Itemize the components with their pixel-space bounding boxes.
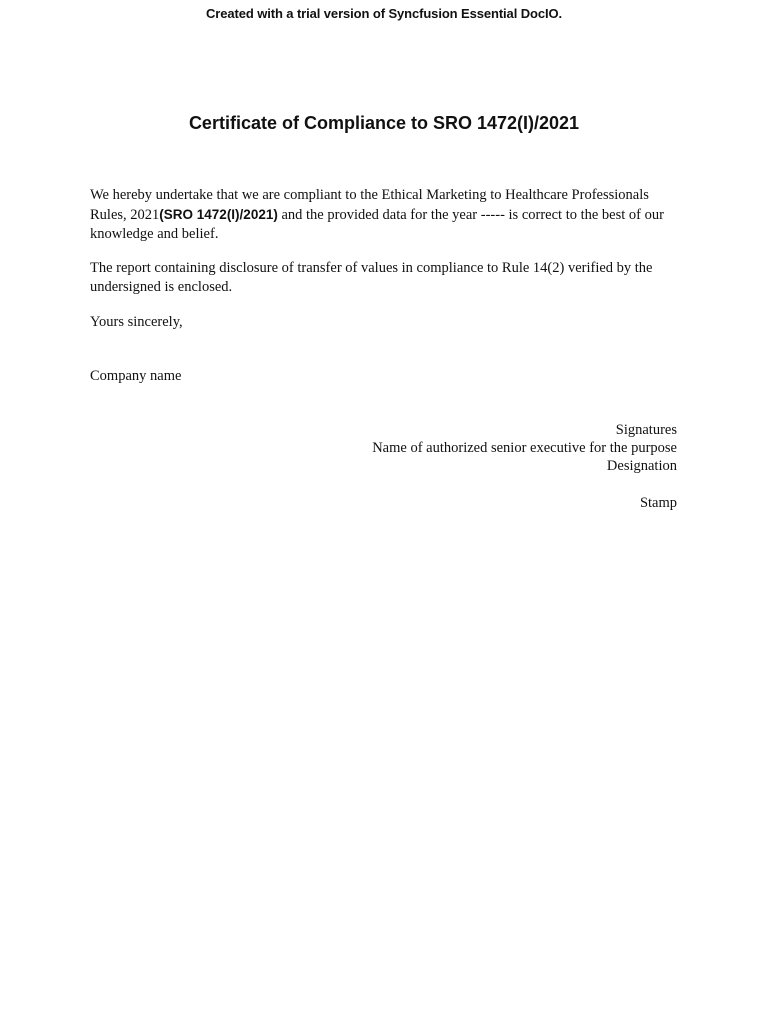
sro-reference-bold: (SRO 1472(I)/2021) <box>159 207 278 222</box>
compliance-paragraph <box>90 186 680 244</box>
report-paragraph: The report containing disclosure of transfer of values in compliance to Rule 14(2) verified by the undersigned is enclosed. <box>90 260 653 295</box>
compliance-text-part1: We hereby undertake that we are compliant to the Ethical Marketing to Healthcare Professionals Rules, 2021 <box>90 187 649 223</box>
company-name-line: Company name <box>90 368 182 384</box>
compliance-text-part2: and the provided data for the year ----- is correct to the best of our knowledge and belief. <box>90 207 664 242</box>
document-title: Certificate of Compliance to SRO 1472(I)/2021 <box>188 113 580 133</box>
stamp-label: Stamp <box>639 495 677 511</box>
trial-version-banner: Created with a trial version of Syncfusion Essential DocIO. <box>205 6 563 21</box>
signature-block <box>372 421 677 475</box>
designation-label: Designation <box>606 458 677 474</box>
executive-name-label: Name of authorized senior executive for the purpose <box>372 440 677 456</box>
signatures-label: Signatures <box>615 422 677 438</box>
closing-salutation: Yours sincerely, <box>90 314 183 330</box>
